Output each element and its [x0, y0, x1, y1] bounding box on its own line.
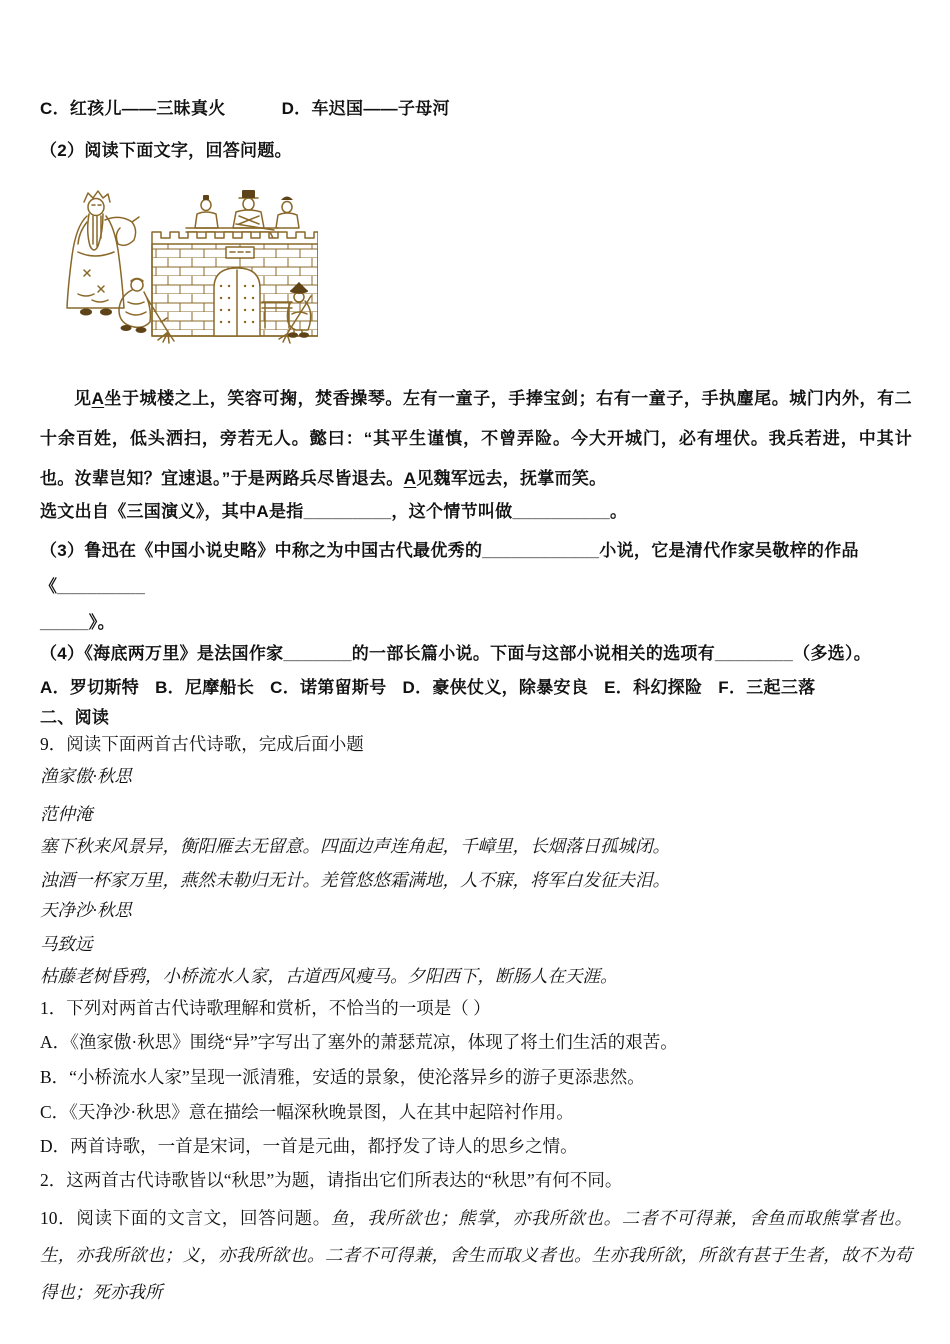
section-2-heading: 二、阅读: [40, 708, 110, 727]
question-10-intro: 10．阅读下面的文言文，回答问题。: [40, 1208, 331, 1228]
q4-option-c: C．诺第留斯号: [270, 678, 387, 697]
poem-1-line-2: 浊酒一杯家万里，燕然未勒归无计。羌管悠悠霜满地，人不寐，将军白发征夫泪。: [40, 870, 670, 890]
excerpt-pre: 见: [74, 389, 92, 408]
question-3: [40, 533, 912, 641]
excerpt-post: 见魏军远去，抚掌而笑。: [416, 469, 607, 488]
novel-excerpt: [40, 379, 912, 499]
q1-option-c: C．《天净沙·秋思》意在描绘一幅深秋晚景图，人在其中起陪衬作用。: [40, 1102, 574, 1122]
q1-option-b: B．“小桥流水人家”呈现一派清雅，安适的景象，使沦落异乡的游子更添悲然。: [40, 1067, 645, 1087]
excerpt-mid: 坐于城楼之上，笑容可掬，焚香操琴。左有一童子，手捧宝剑；右有一童子，手执麈尾。城门内外，有二十余百姓，低头洒扫，旁若无人。懿曰：“其平生谨慎，不曾弄险。今大开城门，必有埋伏。我兵若进，中其计也。汝辈岂知？宜速退。”于是两路兵尽皆退去。: [40, 389, 912, 488]
poem-2-title: 天净沙·秋思: [40, 900, 132, 920]
question-10-classical-text: 鱼，我所欲也；熊掌，亦我所欲也。二者不可得兼，舍鱼而取熊掌者也。生，亦我所欲也；义，亦我所欲也。二者不可得兼，舍生而取义者也。生亦我所欲，所欲有甚于生者，故不为苟得也；死亦我所: [40, 1208, 913, 1302]
option-d-text: D．车迟国——子母河: [281, 99, 450, 118]
q4-option-d: D．豪侠仗义，除暴安良: [402, 678, 589, 697]
poem-2-line-1: 枯藤老树昏鸦，小桥流水人家，古道西风瘦马。夕阳西下，断肠人在天涯。: [40, 966, 618, 986]
question-3-line1: （3）鲁迅在《中国小说史略》中称之为中国古代最优秀的____________小说，它是清代作家吴敬梓的作品《_________: [40, 541, 859, 596]
q4-option-a: A．罗切斯特: [40, 678, 140, 697]
question-4-options: [40, 675, 912, 701]
q4-option-f: F．三起三落: [718, 678, 816, 697]
empty-fort-illustration: [40, 186, 912, 351]
city-wall-scene-icon: [40, 186, 318, 346]
q1-option-a: A．《渔家傲·秋思》围绕“异”字写出了塞外的萧瑟荒凉，体现了将土们生活的艰苦。: [40, 1032, 678, 1052]
q4-option-b: B．尼摩船长: [155, 678, 255, 697]
excerpt-a-underlined: A: [91, 389, 105, 408]
q1-option-d: D．两首诗歌，一首是宋词，一首是元曲，都抒发了诗人的思乡之情。: [40, 1136, 578, 1156]
poem-2-author: 马致远: [40, 934, 93, 954]
question-9-prompt: 9．阅读下面两首古代诗歌，完成后面小题: [40, 734, 364, 754]
question-4: （4）《海底两万里》是法国作家_______的一部长篇小说。下面与这部小说相关的选项有________（多选）。: [40, 644, 872, 663]
sub-question-2-prompt: 2．这两首古代诗歌皆以“秋思”为题，请指出它们所表达的“秋思”有何不同。: [40, 1170, 623, 1190]
poem-1-author: 范仲淹: [40, 804, 93, 824]
question-3-line2: _____》。: [40, 613, 115, 632]
option-c-text: C．红孩儿——三昧真火: [40, 99, 226, 118]
excerpt-a-underlined-2: A: [403, 469, 417, 488]
q4-option-e: E．科幻探险: [604, 678, 703, 697]
poem-1-line-1: 塞下秋来风景异，衡阳雁去无留意。四面边声连角起，千嶂里，长烟落日孤城闭。: [40, 836, 670, 856]
options-cd-row: [40, 96, 912, 122]
question-2-prompt: （2）阅读下面文字，回答问题。: [40, 141, 292, 160]
question-10-paragraph: [40, 1200, 912, 1311]
sub-question-1-prompt: 1．下列对两首古代诗歌理解和赏析，不恰当的一项是（ ）: [40, 998, 491, 1018]
poem-1-title: 渔家傲·秋思: [40, 766, 132, 786]
fill-in-sentence: 选文出自《三国演义》，其中A是指_________，这个情节叫做__________。: [40, 502, 628, 521]
